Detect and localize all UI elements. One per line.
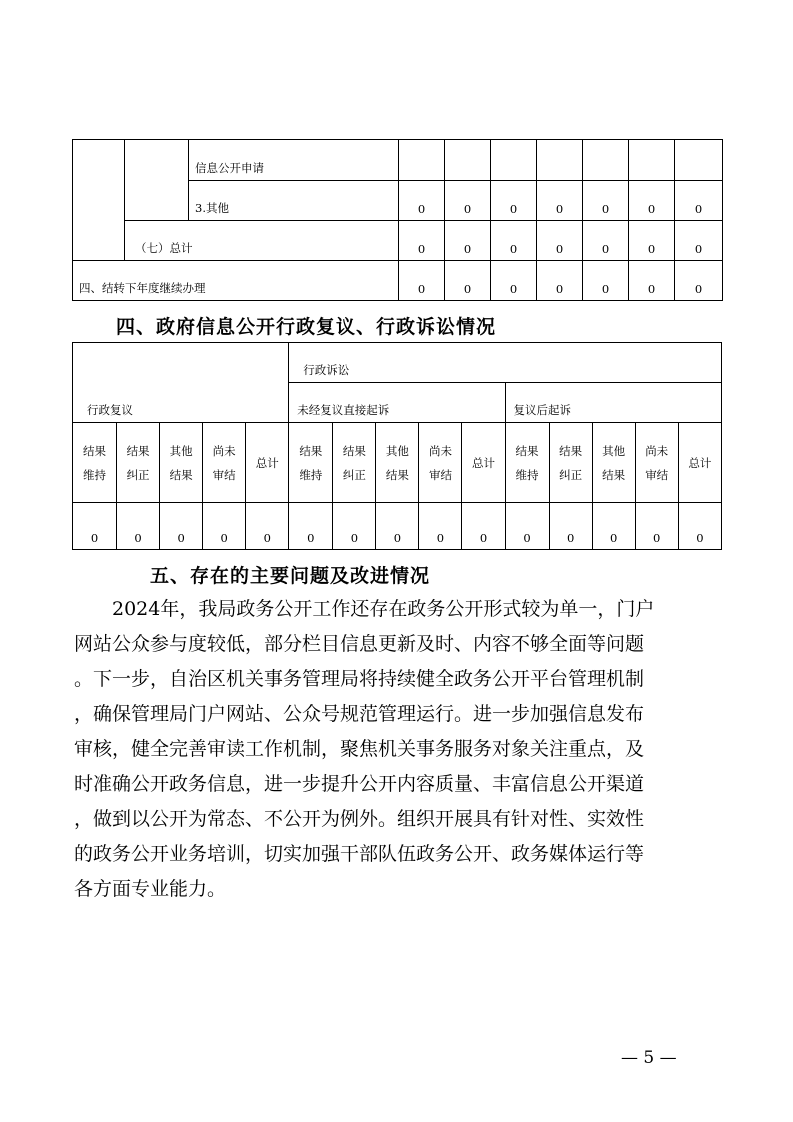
column-header: 结果 纠正	[549, 423, 592, 503]
page-number: — 5 —	[621, 1048, 677, 1068]
table-cell: 0	[537, 221, 583, 261]
table-cell: 0	[462, 503, 505, 550]
table-cell: 0	[445, 181, 491, 221]
table-cell: 0	[419, 503, 462, 550]
table-cell: 0	[675, 181, 723, 221]
table-row	[73, 503, 722, 550]
table-cell: 0	[491, 181, 537, 221]
paragraph-line: ，做到以公开为常态、不公开为例外。组织开展具有针对性、实效性	[74, 808, 645, 830]
table-cell: 0	[491, 261, 537, 301]
table-cell: 0	[289, 503, 333, 550]
table-cell: 0	[675, 221, 723, 261]
subheader-after-review: 复议后起诉	[505, 383, 721, 423]
table-cell: 0	[583, 221, 629, 261]
table-cell: 0	[73, 503, 117, 550]
paragraph-line: 各方面专业能力。	[74, 878, 227, 900]
table-cell: 0	[592, 503, 635, 550]
section-5-heading: 五、存在的主要问题及改进情况	[150, 565, 431, 587]
column-header: 结果 维持	[505, 423, 549, 503]
column-header: 尚未 审结	[635, 423, 678, 503]
table-cell	[583, 140, 629, 181]
group-header-litigation: 行政诉讼	[289, 343, 722, 383]
paragraph-line: 网站公众参与度较低，部分栏目信息更新及时、内容不够全面等问题	[74, 633, 645, 655]
row-label: （七）总计	[125, 221, 399, 261]
table-row	[73, 221, 723, 261]
table-cell: 0	[445, 261, 491, 301]
paragraph-line: 2024年，我局政务公开工作还存在政务公开形式较为单一，门户	[112, 598, 655, 620]
group-header-review: 行政复议	[73, 343, 289, 423]
table-disposal-continuation	[72, 139, 723, 301]
table-cell: 0	[333, 503, 376, 550]
table-cell	[629, 140, 675, 181]
table-review-litigation	[72, 342, 722, 550]
table-cell: 0	[629, 221, 675, 261]
table-cell	[445, 140, 491, 181]
table-cell: 0	[246, 503, 289, 550]
body-paragraph	[74, 592, 724, 907]
column-header: 总计	[678, 423, 721, 503]
table-cell	[73, 140, 125, 261]
row-label: 信息公开申请	[189, 140, 399, 181]
table-row	[73, 343, 722, 383]
table-cell: 0	[203, 503, 246, 550]
column-header: 尚未 审结	[203, 423, 246, 503]
column-header: 结果 维持	[289, 423, 333, 503]
row-label: 四、结转下年度继续办理	[73, 261, 399, 301]
column-header: 其他 结果	[376, 423, 419, 503]
table-row	[73, 140, 723, 181]
table-cell: 0	[583, 261, 629, 301]
table-cell: 0	[635, 503, 678, 550]
paragraph-line: 审核，健全完善审读工作机制，聚焦机关事务服务对象关注重点，及	[74, 738, 645, 760]
table-cell: 0	[629, 181, 675, 221]
table-cell: 0	[537, 261, 583, 301]
table-cell	[491, 140, 537, 181]
table-cell: 0	[491, 221, 537, 261]
table-cell	[537, 140, 583, 181]
table-cell: 0	[445, 221, 491, 261]
subheader-direct: 未经复议直接起诉	[289, 383, 505, 423]
table-cell: 0	[117, 503, 160, 550]
column-header: 总计	[462, 423, 505, 503]
table-cell: 0	[376, 503, 419, 550]
column-header: 总计	[246, 423, 289, 503]
column-header: 其他 结果	[160, 423, 203, 503]
table-cell	[675, 140, 723, 181]
paragraph-line: 。下一步，自治区机关事务管理局将持续健全政务公开平台管理机制	[74, 668, 645, 690]
table-cell	[399, 140, 445, 181]
section-4-heading: 四、政府信息公开行政复议、行政诉讼情况	[116, 316, 497, 338]
table-cell: 0	[399, 221, 445, 261]
column-header: 尚未 审结	[419, 423, 462, 503]
paragraph-line: 的政务公开业务培训，切实加强干部队伍政务公开、政务媒体运行等	[74, 843, 645, 865]
column-header: 其他 结果	[592, 423, 635, 503]
table-cell: 0	[505, 503, 549, 550]
table-row	[73, 423, 722, 503]
row-label: 3.其他	[189, 181, 399, 221]
column-header: 结果 纠正	[333, 423, 376, 503]
table-cell: 0	[678, 503, 721, 550]
table-cell: 0	[537, 181, 583, 221]
column-header: 结果 维持	[73, 423, 117, 503]
table-row	[73, 261, 723, 301]
table-cell: 0	[399, 261, 445, 301]
table-cell: 0	[583, 181, 629, 221]
table-cell: 0	[160, 503, 203, 550]
table-cell: 0	[629, 261, 675, 301]
paragraph-line: ，确保管理局门户网站、公众号规范管理运行。进一步加强信息发布	[74, 703, 645, 725]
table-cell	[125, 140, 189, 221]
paragraph-line: 时准确公开政务信息，进一步提升公开内容质量、丰富信息公开渠道	[74, 773, 645, 795]
column-header: 结果 纠正	[117, 423, 160, 503]
table-cell: 0	[549, 503, 592, 550]
table-cell: 0	[675, 261, 723, 301]
table-cell: 0	[399, 181, 445, 221]
